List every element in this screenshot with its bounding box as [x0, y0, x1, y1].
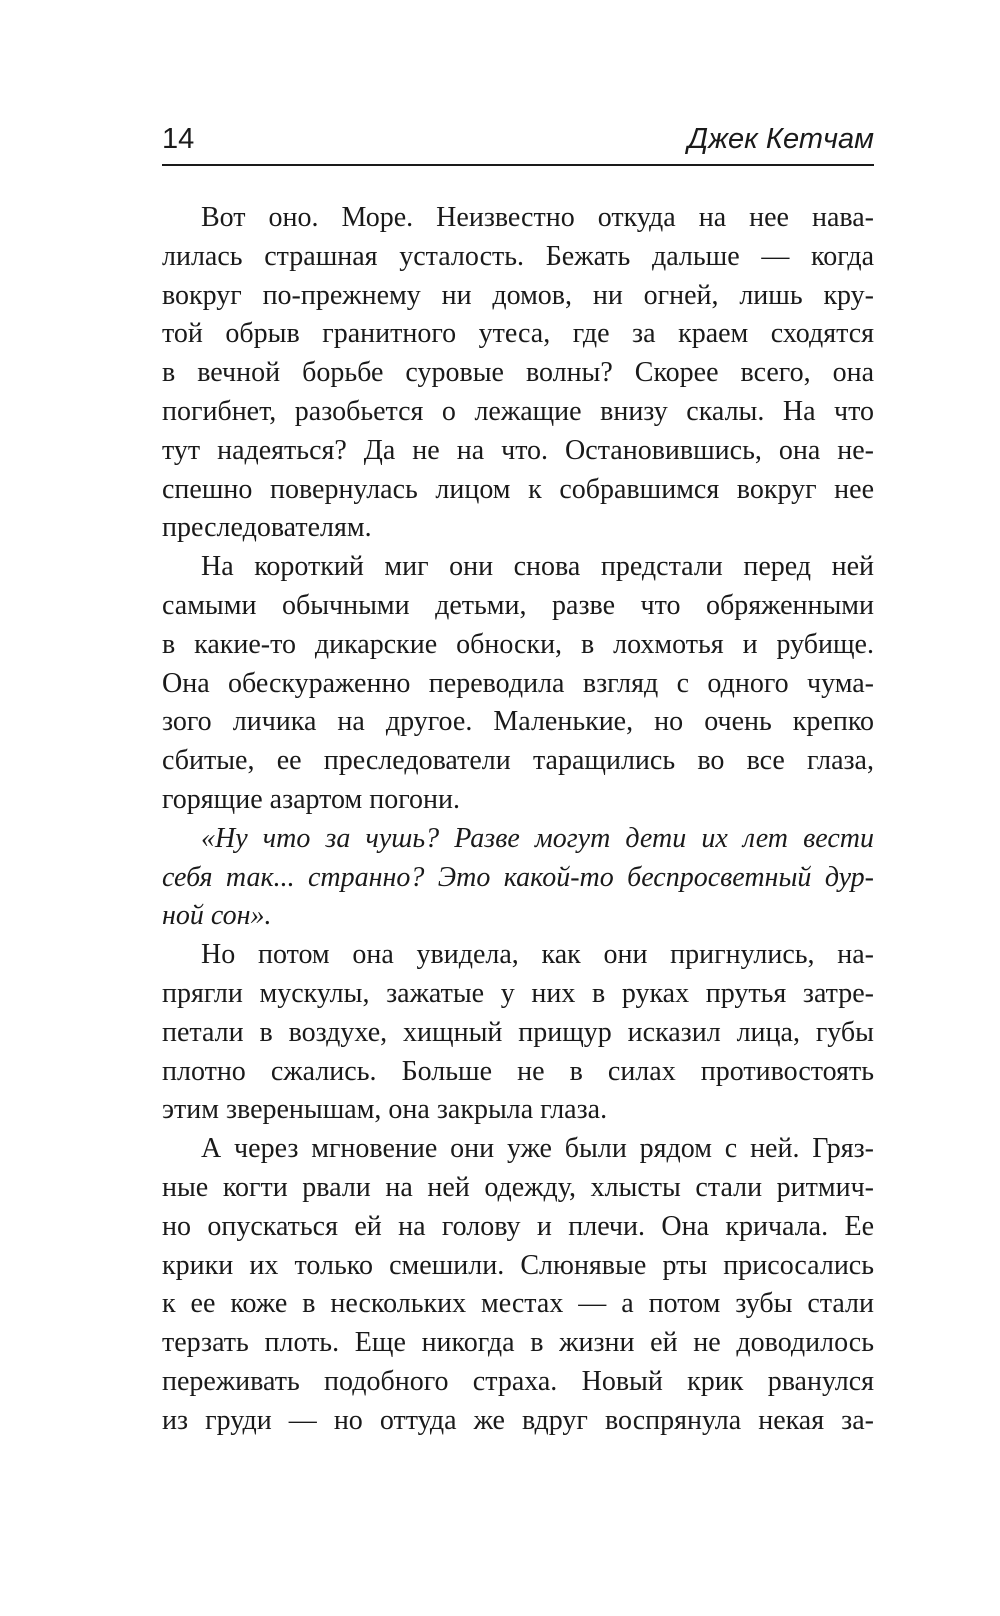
- text-line: спешно повернулась лицом к собравшимся вокруг нее: [162, 473, 874, 505]
- text-line: сбитые, ее преследователи таращились во все глаза,: [162, 745, 874, 777]
- text-line: этим зверенышам, она закрыла глаза.: [162, 1094, 608, 1126]
- text-line: в вечной борьбе суровые волны? Скорее всего, она: [162, 357, 874, 389]
- text-body: [162, 199, 874, 1441]
- text-line: но опускаться ей на голову и плечи. Она кричала. Ее: [162, 1210, 874, 1242]
- text-line: На короткий миг они снова предстали перед ней: [201, 551, 874, 583]
- paragraph: [162, 1130, 874, 1440]
- text-line: горящие азартом погони.: [162, 783, 460, 815]
- text-line: себя так... странно? Это какой-то беспросветный дур-: [162, 861, 874, 893]
- text-line: Вот оно. Море. Неизвестно откуда на нее нава-: [201, 202, 874, 233]
- page-header: [162, 118, 874, 166]
- running-title: Джек Кетчам: [687, 123, 874, 155]
- text-line: самыми обычными детьми, разве что обряженными: [162, 589, 874, 621]
- text-line: плотно сжались. Больше не в силах противостоять: [162, 1055, 874, 1087]
- paragraph: [162, 936, 874, 1130]
- text-line: «Ну что за чушь? Разве могут дети их лет вести: [201, 822, 874, 854]
- paragraph: [162, 548, 874, 820]
- text-line: ные когти рвали на ней одежду, хлысты стали ритмич-: [162, 1171, 874, 1203]
- text-line: петали в воздухе, хищный прищур исказил лица, губы: [162, 1016, 874, 1048]
- text-line: лилась страшная усталость. Бежать дальше — когда: [162, 240, 874, 272]
- text-line: переживать подобного страха. Новый крик рванулся: [162, 1365, 874, 1397]
- text-line: крики их только смешили. Слюнявые рты присосались: [162, 1249, 874, 1281]
- text-line: Она обескураженно переводила взгляд с одного чума-: [162, 667, 874, 699]
- paragraph: [162, 199, 874, 548]
- text-line: тут надеяться? Да не на что. Остановившись, она не-: [162, 434, 874, 466]
- text-line: к ее коже в нескольких местах — а потом зубы стали: [162, 1288, 874, 1320]
- text-line: в какие-то дикарские обноски, в лохмотья и рубище.: [162, 628, 874, 660]
- text-line: погибнет, разобьется о лежащие внизу скалы. На что: [162, 395, 874, 427]
- italic-paragraph: [162, 820, 874, 936]
- text-line: зого личика на другое. Маленькие, но очень крепко: [162, 706, 874, 738]
- text-line: из груди — но оттуда же вдруг воспрянула некая за-: [162, 1404, 874, 1436]
- text-line: Но потом она увидела, как они пригнулись, на-: [201, 939, 874, 971]
- text-line: вокруг по-прежнему ни домов, ни огней, лишь кру-: [162, 279, 874, 311]
- text-line: ной сон».: [162, 900, 272, 932]
- text-line: той обрыв гранитного утеса, где за краем сходятся: [162, 318, 874, 350]
- text-line: преследователям.: [162, 512, 372, 544]
- page-number: 14: [162, 123, 195, 155]
- text-line: прягли мускулы, зажатые у них в руках прутья затре-: [162, 977, 874, 1009]
- text-line: терзать плоть. Еще никогда в жизни ей не доводилось: [162, 1327, 874, 1359]
- text-line: А через мгновение они уже были рядом с ней. Гряз-: [201, 1133, 874, 1165]
